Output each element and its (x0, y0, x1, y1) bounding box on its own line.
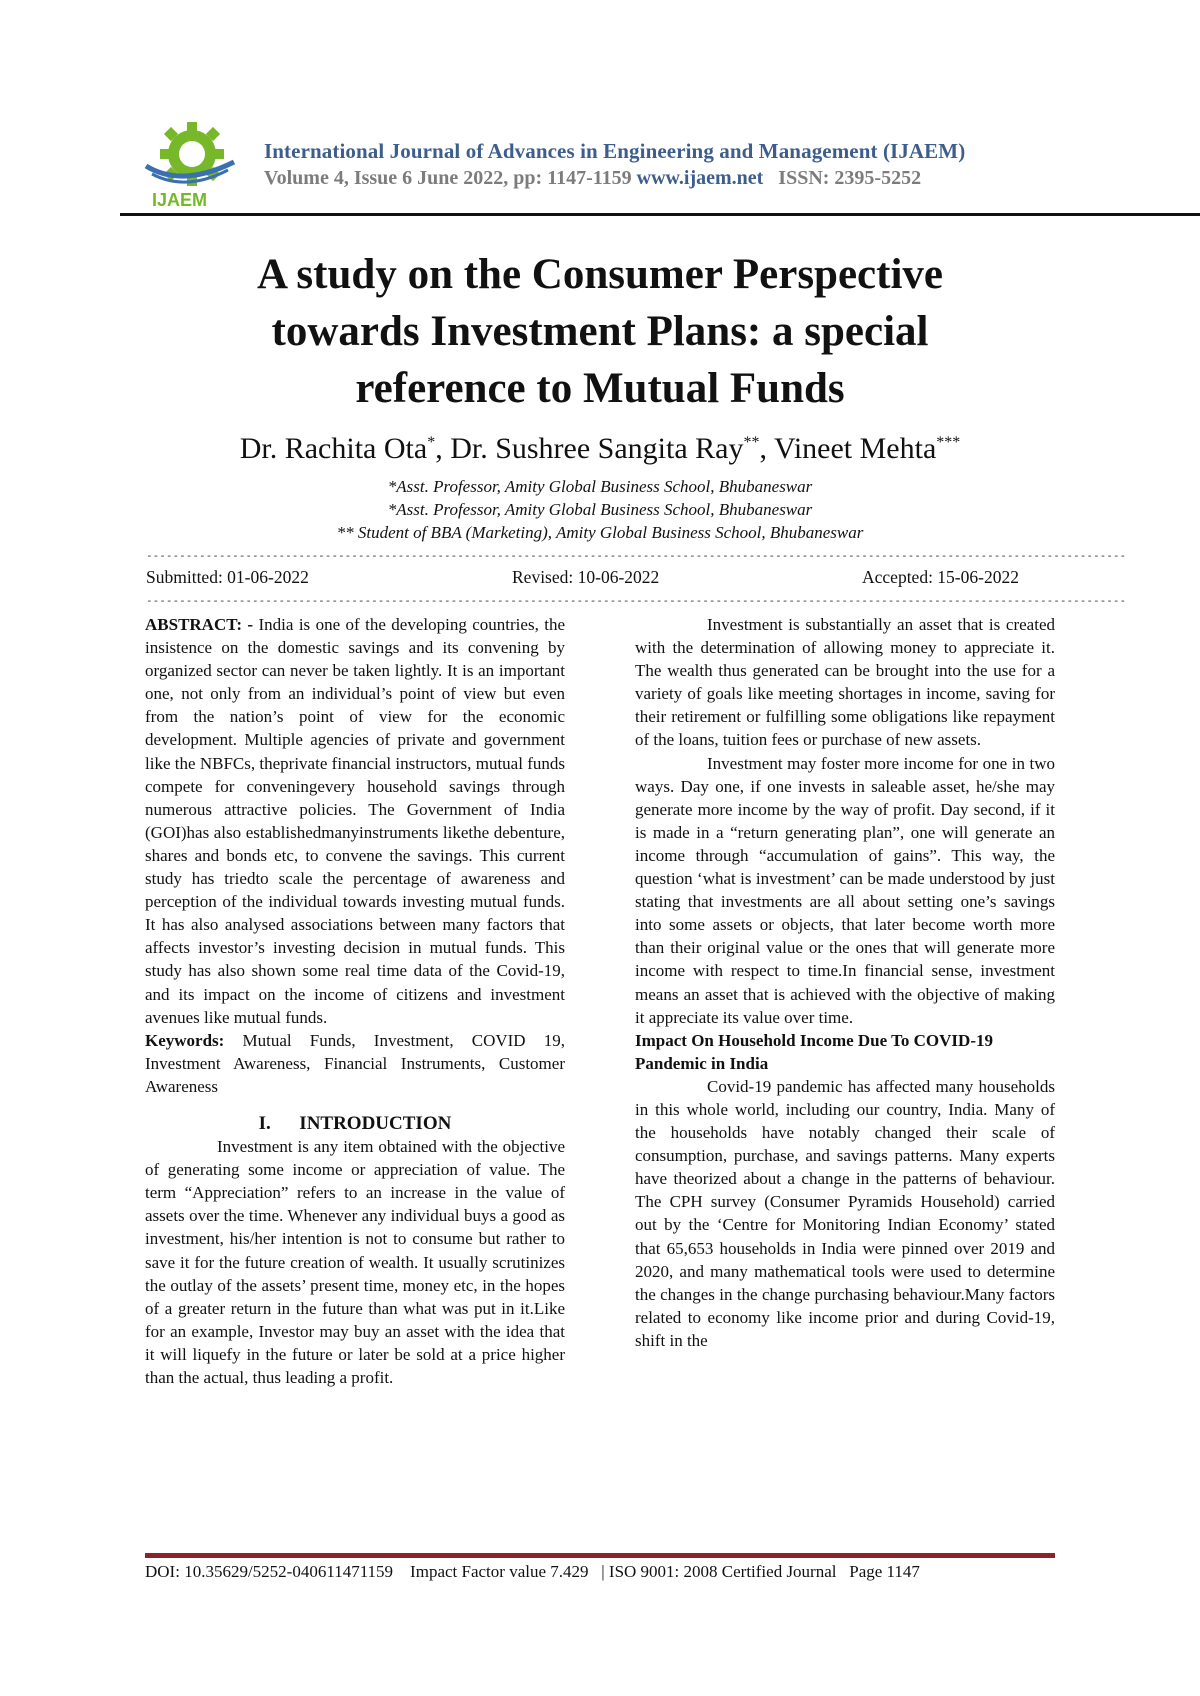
author-name: Dr. Rachita Ota (239, 432, 428, 465)
section-heading-introduction: I. INTRODUCTION (258, 1112, 452, 1134)
journal-logo (142, 118, 238, 210)
author-name: Dr. Sushree Sangita Ray (450, 432, 744, 465)
right-column (635, 613, 1055, 1352)
author-mark: ** (743, 434, 760, 451)
journal-name: International Journal of Advances in Engineering and Management (IJAEM) (264, 139, 966, 163)
keywords-label: Keywords: (145, 1030, 225, 1050)
logo-text: IJAEM (152, 190, 208, 210)
affiliation: *Asst. Professor, Amity Global Business School, Bhubaneswar (387, 500, 813, 519)
issn: ISSN: 2395-5252 (778, 167, 922, 189)
dashed-divider: ---------------------------------------------------------------------------------------------------------------------------------------------------- (146, 594, 1127, 607)
body-paragraph: Covid-19 pandemic has affected many households in this whole world, including our country, India. Many of the households have notably changed their scale of consumption, purchase, and savings patterns. Many experts have theorized about a change in the patterns of behaviour. The CPH survey (Consumer Pyramids Household) carried out by the ‘Centre for Monitoring Indian Economy’ stated that 65,653 households in India were pinned over 2019 and 2020, and many mathematical tools were used to determine the changes in the change purchasing behaviour.Many factors related to economy like income prior and during Covid-19, shift in the (635, 1076, 1055, 1350)
paper-title (150, 246, 1050, 417)
affiliation: *Asst. Professor, Amity Global Business School, Bhubaneswar (387, 477, 813, 496)
page-range: pp: 1147-1159 (513, 167, 632, 189)
dashed-divider: ---------------------------------------------------------------------------------------------------------------------------------------------------- (146, 549, 1127, 562)
body-paragraph: Investment may foster more income for one in two ways. Day one, if one invests in saleable asset, he/she may generate more income by the way of profit. Day second, if it is made in a “return generating plan”, one will generate an income through “accumulation of gains”. This way, the question ‘what is investment’ can be made understood by just stating that investments are all about setting one’s savings into some assets or objects, that later become worth more than their original value or the ones that will generate more income with respect to time.In financial sense, investment means an asset that is achieved with the objective of making it appreciate its value over time. (635, 753, 1055, 1027)
author-separator: , (759, 432, 774, 465)
affiliation: ** Student of BBA (Marketing), Amity Global Business School, Bhubaneswar (336, 523, 864, 542)
title-line: reference to Mutual Funds (355, 365, 845, 412)
submitted-date: Submitted: 01-06-2022 (146, 567, 309, 587)
keywords (145, 1029, 565, 1098)
revised-date: Revised: 10-06-2022 (512, 567, 660, 587)
footer-text: DOI: 10.35629/5252-040611471159 Impact Factor value 7.429 | ISO 9001: 2008 Certified Journal Page 1147 (145, 1562, 920, 1581)
title-line: A study on the Consumer Perspective (257, 251, 943, 298)
journal-website-link[interactable]: www.ijaem.net (636, 167, 764, 189)
author-separator: , (435, 432, 451, 465)
accepted-date: Accepted: 15-06-2022 (862, 567, 1019, 587)
author-mark: * (427, 434, 436, 451)
journal-header (264, 139, 965, 190)
author-list (100, 432, 1100, 466)
subsection-heading: Impact On Household Income Due To COVID-19 Pandemic in India (635, 1030, 993, 1073)
volume-info: Volume 4, Issue 6 June 2022, (264, 167, 509, 189)
gear-globe-icon (142, 118, 238, 210)
author-name: Vineet Mehta (773, 432, 937, 465)
title-line: towards Investment Plans: a special (271, 308, 929, 355)
body-paragraph: Investment is substantially an asset that is created with the determination of allowing money to appreciate it. The wealth thus generated can be brought into the use for a variety of goals like meeting shortages in income, saving for their retirement or fulfilling some obligations like repayment of the loans, tuition fees or purchase of new assets. (635, 615, 1055, 750)
footer-rule (145, 1553, 1055, 1558)
abstract (145, 613, 565, 1029)
author-mark: *** (936, 434, 961, 451)
abstract-label: ABSTRACT: - (145, 615, 254, 634)
introduction-paragraph: Investment is any item obtained with the objective of generating some income or appreciation of value. The term “Appreciation” refers to an increase in the value of assets over the time. Whenever any individual buys a good as investment, his/her intention is not to consume but rather to save it for the future creation of wealth. It usually scrutinizes the outlay of the assets’ present time, money etc, in the hopes of a greater return in the future than what was put in it.Like for an example, Investor may buy an asset with the idea that it will liquefy in the future or later be sold at a price higher than the actual, thus leading a profit. (145, 1137, 565, 1387)
left-column (145, 613, 565, 1389)
abstract-text: India is one of the developing countries, the insistence on the domestic savings and its convening by organized sector can never be taken lightly. It is an important one, not only from an individual’s point of view but even from the nation’s point of view for the economic development. Multiple agencies of private and government like the NBFCs, theprivate financial instructors, mutual funds compete for conveningevery household savings through numerous attractive policies. The Government of India (GOI)has also establishedmanyinstruments likethe debenture, shares and bonds etc, to convene the savings. This current study has triedto scale the percentage of awareness and perception of the individual towards investing mutual funds. It has also analysed associations between many factors that affects investor’s investing decision in mutual funds. This study has also shown some real time data of the Covid-19, and its impact on the income of citizens and investment avenues like mutual funds. (145, 615, 566, 1027)
header-rule (120, 213, 1200, 216)
keywords-text: Mutual Funds, Investment, COVID 19, Investment Awareness, Financial Instruments, Customer Awareness (145, 1030, 566, 1096)
volume-line (264, 167, 965, 190)
